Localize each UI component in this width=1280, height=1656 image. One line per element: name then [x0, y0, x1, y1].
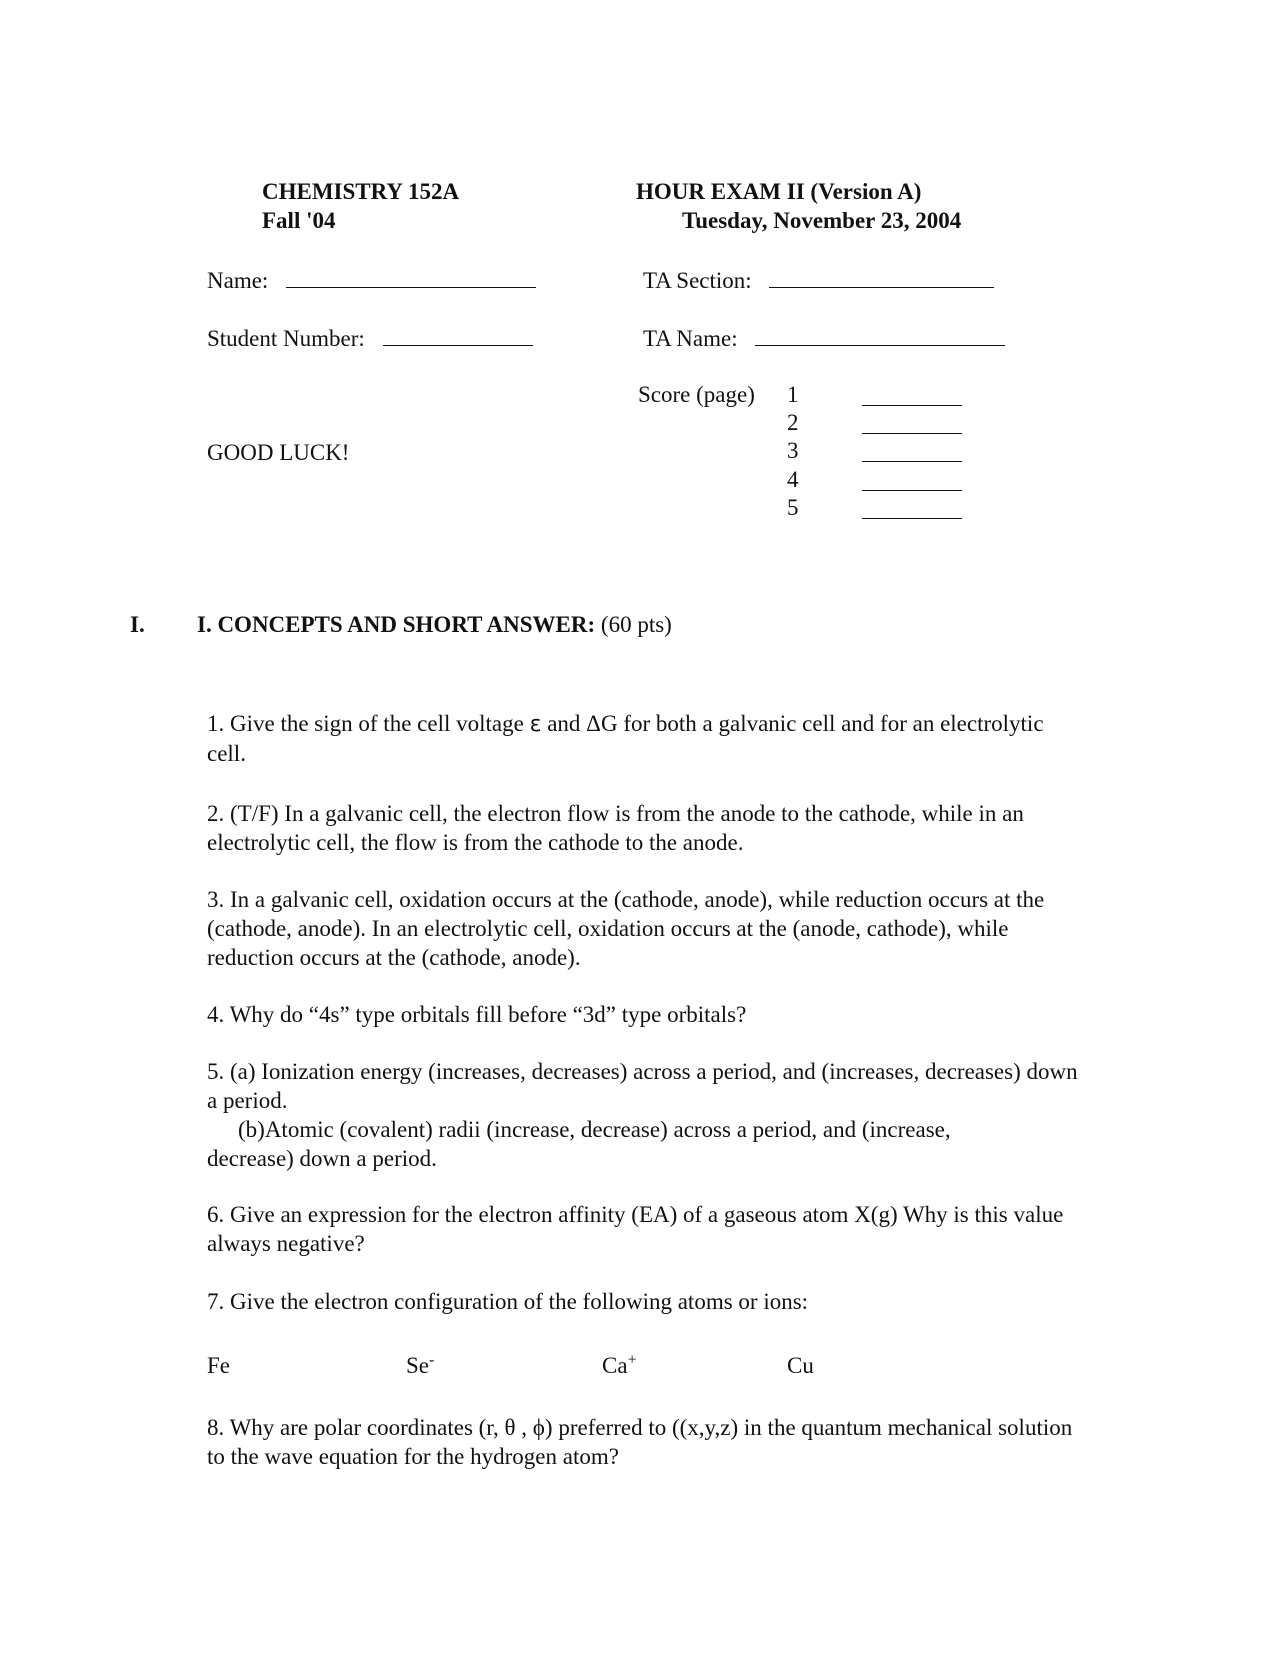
se-charge: - [429, 1351, 435, 1369]
ca-symbol: Ca [602, 1353, 628, 1378]
question-5b [207, 1115, 1087, 1173]
species-fe: Fe [207, 1353, 230, 1378]
q1-text-a: 1. Give the sign of the cell voltage [207, 711, 524, 736]
question-2: 2. (T/F) In a galvanic cell, the electron flow is from the anode to the cathode, while in an electrolytic cell, the flow is from the cathode to the anode. [207, 801, 1024, 855]
ta-section-label: TA Section: [643, 268, 752, 293]
q5b-line-2: decrease) down a period. [207, 1146, 437, 1171]
species-ca [602, 1352, 637, 1380]
species-cu: Cu [787, 1353, 814, 1378]
score-page-3: 3 [787, 438, 799, 463]
score-page-4: 4 [787, 467, 799, 492]
ta-name-blank[interactable] [755, 323, 1005, 346]
score-blank-1[interactable] [862, 381, 962, 406]
term: Fall '04 [262, 208, 336, 233]
question-6: 6. Give an expression for the electron affinity (EA) of a gaseous atom X(g) Why is this value always negative? [207, 1202, 1064, 1256]
section-heading [197, 611, 672, 639]
student-number-label: Student Number: [207, 326, 365, 351]
name-field [207, 265, 536, 295]
ta-section-blank[interactable] [769, 265, 994, 288]
question-1 [207, 709, 1087, 768]
score-blank-2[interactable] [862, 409, 962, 434]
question-7: 7. Give the electron configuration of the following atoms or ions: [207, 1289, 809, 1314]
course-title: CHEMISTRY 152A [262, 179, 460, 204]
exam-title: HOUR EXAM II (Version A) [636, 179, 922, 204]
question-3: 3. In a galvanic cell, oxidation occurs at the (cathode, anode), while reduction occurs at the (cathode, anode). In an electrolytic cell, oxidation occurs at the (anode, cathode), while reduction occurs at the (cathode, anode). [207, 887, 1045, 970]
q5b-line-1: (b)Atomic (covalent) radii (increase, decrease) across a period, and (increase, [238, 1117, 951, 1142]
score-page-2: 2 [787, 410, 799, 435]
score-page-5: 5 [787, 495, 799, 520]
score-blank-3[interactable] [862, 437, 962, 462]
score-page-1: 1 [787, 382, 799, 407]
good-luck: GOOD LUCK! [207, 440, 350, 465]
ta-name-label: TA Name: [643, 326, 738, 351]
student-number-field [207, 323, 533, 353]
section-points: (60 pts) [600, 612, 672, 637]
section-title: I. CONCEPTS AND SHORT ANSWER: [197, 612, 596, 637]
question-5a: 5. (a) Ionization energy (increases, decreases) across a period, and (increases, decreases) down a period. [207, 1059, 1078, 1113]
question-4: 4. Why do “4s” type orbitals fill before “3d” type orbitals? [207, 1002, 747, 1027]
name-blank[interactable] [286, 265, 536, 288]
student-number-blank[interactable] [383, 323, 533, 346]
section-roman: I. [130, 612, 145, 637]
name-label: Name: [207, 268, 269, 293]
cell-voltage-symbol: ε [529, 712, 542, 737]
exam-date: Tuesday, November 23, 2004 [682, 208, 962, 233]
score-blank-5[interactable] [862, 494, 962, 519]
score-label: Score (page) [638, 382, 755, 407]
ca-charge: + [627, 1351, 637, 1369]
se-symbol: Se [406, 1353, 429, 1378]
q1-text-b: and ΔG for both a galvanic cell and for an electrolytic cell. [207, 711, 1044, 766]
ta-section-field [643, 265, 994, 295]
score-blank-4[interactable] [862, 466, 962, 491]
species-se [406, 1352, 434, 1380]
question-8: 8. Why are polar coordinates (r, θ , ϕ) preferred to ((x,y,z) in the quantum mechanical solution to the wave equation for the hydrogen atom? [207, 1415, 1073, 1469]
ta-name-field [643, 323, 1005, 353]
